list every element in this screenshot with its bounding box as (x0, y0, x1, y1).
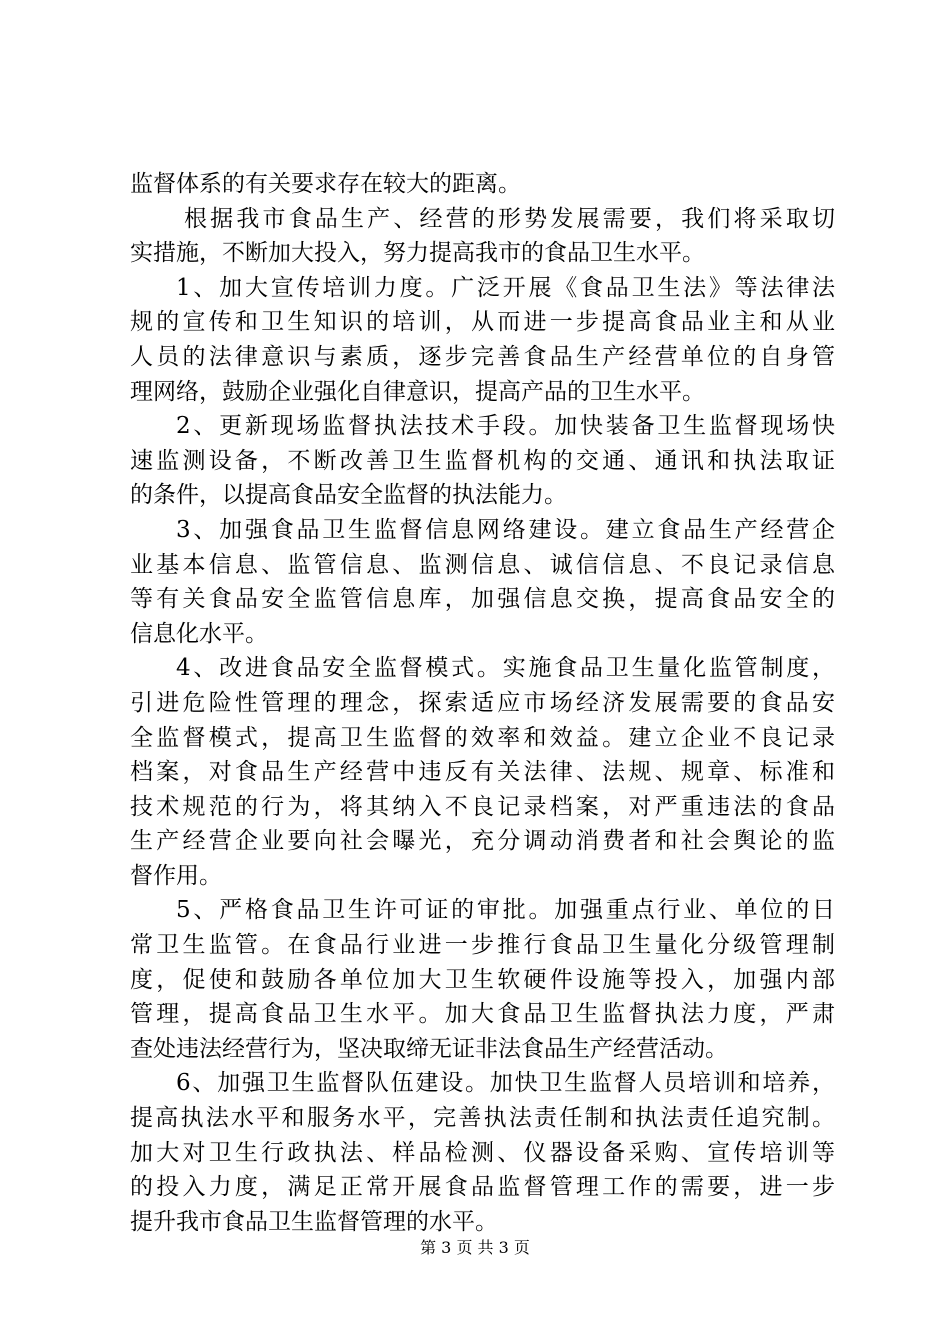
text-line: 档案，对食品生产经营中违反有关法律、法规、规章、标准和 (130, 759, 835, 786)
text-line: 理网络，鼓励企业强化自律意识，提高产品的卫生水平。 (130, 378, 705, 405)
text-line: 速监测设备，不断改善卫生监督机构的交通、通讯和执法取证 (130, 447, 835, 474)
page-footer (0, 1238, 950, 1258)
text-line: 生产经营企业要向社会曝光，充分调动消费者和社会舆论的监 (130, 828, 835, 855)
text-line: 的投入力度，满足正常开展食品监督管理工作的需要，进一步 (130, 1174, 835, 1201)
text-line: 等有关食品安全监管信息库，加强信息交换，提高食品安全的 (130, 586, 835, 613)
text-line: 信息化水平。 (130, 620, 268, 647)
document-body (130, 167, 835, 1239)
text-line: 2、更新现场监督执法技术手段。加快装备卫生监督现场快 (176, 413, 835, 440)
text-line: 业基本信息、监管信息、监测信息、诚信信息、不良记录信息 (130, 551, 835, 578)
text-line: 6、加强卫生监督队伍建设。加快卫生监督人员培训和培养， (176, 1070, 835, 1097)
text-line: 提高执法水平和服务水平，完善执法责任制和执法责任追究制。 (130, 1105, 835, 1132)
text-line: 监督体系的有关要求存在较大的距离。 (130, 171, 521, 197)
text-line: 3、加强食品卫生监督信息网络建设。建立食品生产经营企 (176, 516, 835, 543)
text-line: 根据我市食品生产、经营的形势发展需要，我们将采取切 (184, 205, 835, 232)
text-line: 的条件，以提高食品安全监督的执法能力。 (130, 482, 567, 509)
text-line: 督作用。 (130, 862, 222, 889)
text-line: 技术规范的行为，将其纳入不良记录档案，对严重违法的食品 (130, 793, 835, 820)
text-line: 全监督模式，提高卫生监督的效率和效益。建立企业不良记录 (130, 724, 835, 751)
text-line: 管理，提高食品卫生水平。加大食品卫生监督执法力度，严肃 (130, 1001, 835, 1028)
text-line: 加大对卫生行政执法、样品检测、仪器设备采购、宣传培训等 (130, 1139, 835, 1166)
text-line: 查处违法经营行为，坚决取缔无证非法食品生产经营活动。 (130, 1035, 728, 1062)
text-line: 提升我市食品卫生监督管理的水平。 (130, 1208, 498, 1235)
page-number-label: 第 3 页 共 3 页 (420, 1238, 530, 1257)
text-line: 1、加大宣传培训力度。广泛开展《食品卫生法》等法律法 (176, 274, 835, 301)
text-line: 人员的法律意识与素质，逐步完善食品生产经营单位的自身管 (130, 343, 835, 370)
text-line: 引进危险性管理的理念，探索适应市场经济发展需要的食品安 (130, 689, 835, 716)
text-line: 5、严格食品卫生许可证的审批。加强重点行业、单位的日 (176, 897, 835, 924)
text-line: 度，促使和鼓励各单位加大卫生软硬件设施等投入，加强内部 (130, 966, 835, 993)
text-line: 实措施，不断加大投入，努力提高我市的食品卫生水平。 (130, 240, 705, 267)
text-line: 规的宣传和卫生知识的培训，从而进一步提高食品业主和从业 (130, 309, 835, 336)
text-line: 4、改进食品安全监督模式。实施食品卫生量化监管制度， (176, 655, 835, 682)
text-line: 常卫生监管。在食品行业进一步推行食品卫生量化分级管理制 (130, 932, 835, 959)
